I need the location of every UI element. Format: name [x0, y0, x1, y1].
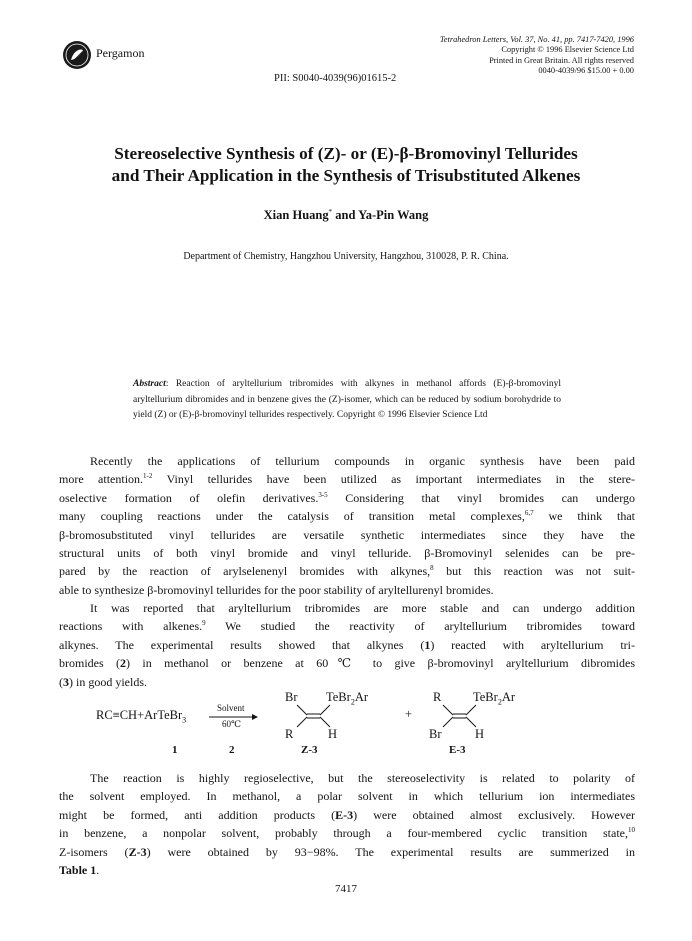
- e3-substituent-br: Br: [429, 727, 442, 741]
- pii-identifier: PII: S0040-4039(96)01615-2: [274, 73, 397, 84]
- e3-substituent-r: R: [433, 690, 442, 704]
- price-line: 0040-4039/96 $15.00 + 0.00: [538, 66, 634, 76]
- text-line: (3) in good yields.: [59, 674, 147, 689]
- text-line: bromides (2) in methanol or benzene at 60℃ to give β-bromovinyl aryltellurium dibromides: [59, 656, 635, 671]
- compound-ref: Z-3: [128, 844, 147, 859]
- text-line: alkynes. The experimental results showed that alkynes (1) reacted with aryltellurium tri-: [59, 637, 635, 652]
- text-line: β-bromosubstituted vinyl tellurides are versatile synthetic intermediates since they have the: [59, 527, 635, 542]
- reactants: RC≡CH+ArTeBr$_3$: [96, 708, 187, 725]
- text-line: many coupling reactions under the catalysis of transition metal complexes,$^{6,7}$ we think that: [59, 509, 635, 524]
- text-line: might be formed, anti addition products (E-3) were obtained almost exclusively. However: [59, 807, 636, 822]
- text-line: oselective formation of olefin derivatives.$^{3-5}$ Considering that vinyl bromides can undergo: [59, 490, 635, 505]
- text-line: structural units of both vinyl bromide and vinyl telluride. β-Bromovinyl selenides can be pre-: [59, 545, 635, 560]
- authors: [40, 208, 652, 223]
- affiliation: Department of Chemistry, Hangzhou University, Hangzhou, 310028, P. R. China.: [183, 251, 509, 262]
- z3-substituent-br: Br: [285, 690, 298, 704]
- table-ref: Table 1: [59, 862, 97, 877]
- text-line: Z-isomers (Z-3) were obtained by 93−98%. The experimental results are summerized in: [59, 844, 635, 859]
- text-line: Recently the applications of tellurium compounds in organic synthesis have been paid: [90, 454, 635, 468]
- text-line: Table 1.: [59, 862, 100, 877]
- text-line: It was reported that aryltellurium tribromides are more stable and can undergo addition: [90, 601, 635, 615]
- author-name: and Ya-Pin Wang: [332, 208, 429, 223]
- citation: 8: [430, 564, 434, 573]
- title-line: and Their Application in the Synthesis of Trisubstituted Alkenes: [111, 166, 581, 185]
- text-line: able to synthesize β-bromovinyl tellurides for the poor stability of aryltellurenyl bromides.: [59, 582, 494, 597]
- citation: 10: [628, 826, 635, 835]
- paper-title: [40, 143, 652, 187]
- compound-ref: 2: [120, 656, 127, 671]
- abstract-text: Reaction of aryltellurium tribromides with alkynes in methanol affords (E)-β-bromovinyl aryltellurium dibromides and in benzene gives the (Z)-isomer, which can be reduced by sodium borohydride to yield (Z) or (E)-β-bromovinyl tellurides respectively. Copyright © 1996 Elsevier Science Ltd: [133, 379, 561, 420]
- body-paragraph-3: [59, 769, 635, 879]
- compound-ref: E-3: [335, 807, 354, 822]
- compound-label-e3: E-3: [449, 744, 466, 756]
- reaction-solvent: Solvent: [217, 703, 245, 713]
- compound-label-2: 2: [229, 744, 235, 756]
- citation: 6,7: [524, 509, 534, 518]
- abstract-label: Abstract: [133, 379, 166, 389]
- publisher-name: Pergamon: [96, 46, 145, 60]
- abstract-separator: :: [165, 379, 176, 389]
- text-line: pared by the reaction of arylselenenyl bromides with alkynes,$^8$ but this reaction was not suit-: [59, 564, 635, 579]
- author-name: Xian Huang: [263, 208, 329, 223]
- abstract: [133, 377, 561, 424]
- compound-ref: 3: [63, 674, 69, 689]
- z3-substituent-te: TeBr$_2$Ar: [326, 690, 369, 707]
- plus-sign: +: [405, 707, 413, 721]
- text-line: The reaction is highly regioselective, but the stereoselectivity is related to polarity of: [90, 771, 635, 785]
- printed-line: Printed in Great Britain. All rights reserved: [489, 55, 634, 65]
- compound-label-1: 1: [172, 744, 178, 756]
- title-line: Stereoselective Synthesis of (Z)- or (E)-β-Bromovinyl Tellurides: [114, 144, 578, 163]
- reaction-temperature: 60℃: [222, 719, 242, 729]
- z3-substituent-h: H: [328, 727, 338, 741]
- corresponding-author-mark: *: [328, 208, 333, 216]
- e3-substituent-h: H: [475, 727, 485, 741]
- page-number: 7417: [335, 883, 357, 895]
- citation: 1-2: [143, 472, 153, 481]
- body-paragraph-1: [59, 452, 635, 599]
- text-line: the solvent employed. In methanol, a polar solvent in which tellurium ion intermediates: [59, 789, 635, 804]
- z3-substituent-r: R: [285, 727, 294, 741]
- text-line: more attention.$^{1-2}$ Vinyl tellurides have been utilized as important intermediates in the stere-: [59, 472, 635, 487]
- publication-info: [440, 35, 634, 77]
- body-paragraph-2: [59, 599, 635, 691]
- compound-label-z3: Z-3: [301, 744, 318, 756]
- e3-substituent-te: TeBr$_2$Ar: [473, 690, 516, 707]
- copyright-line: Copyright © 1996 Elsevier Science Ltd: [501, 45, 634, 55]
- citation: 9: [202, 619, 206, 628]
- journal-citation: Tetrahedron Letters, Vol. 37, No. 41, pp. 7417-7420, 1996: [439, 35, 634, 44]
- publisher-logo: [62, 40, 92, 70]
- citation: 3-5: [318, 490, 328, 499]
- text-line: reactions with alkenes.$^9$ We studied the reactivity of aryltellurium tribromides toward: [59, 619, 635, 634]
- compound-ref: 1: [424, 637, 431, 652]
- text-line: in benzene, a nonpolar solvent, probably through a four-membered cyclic transition state,$^{10}$: [59, 826, 635, 841]
